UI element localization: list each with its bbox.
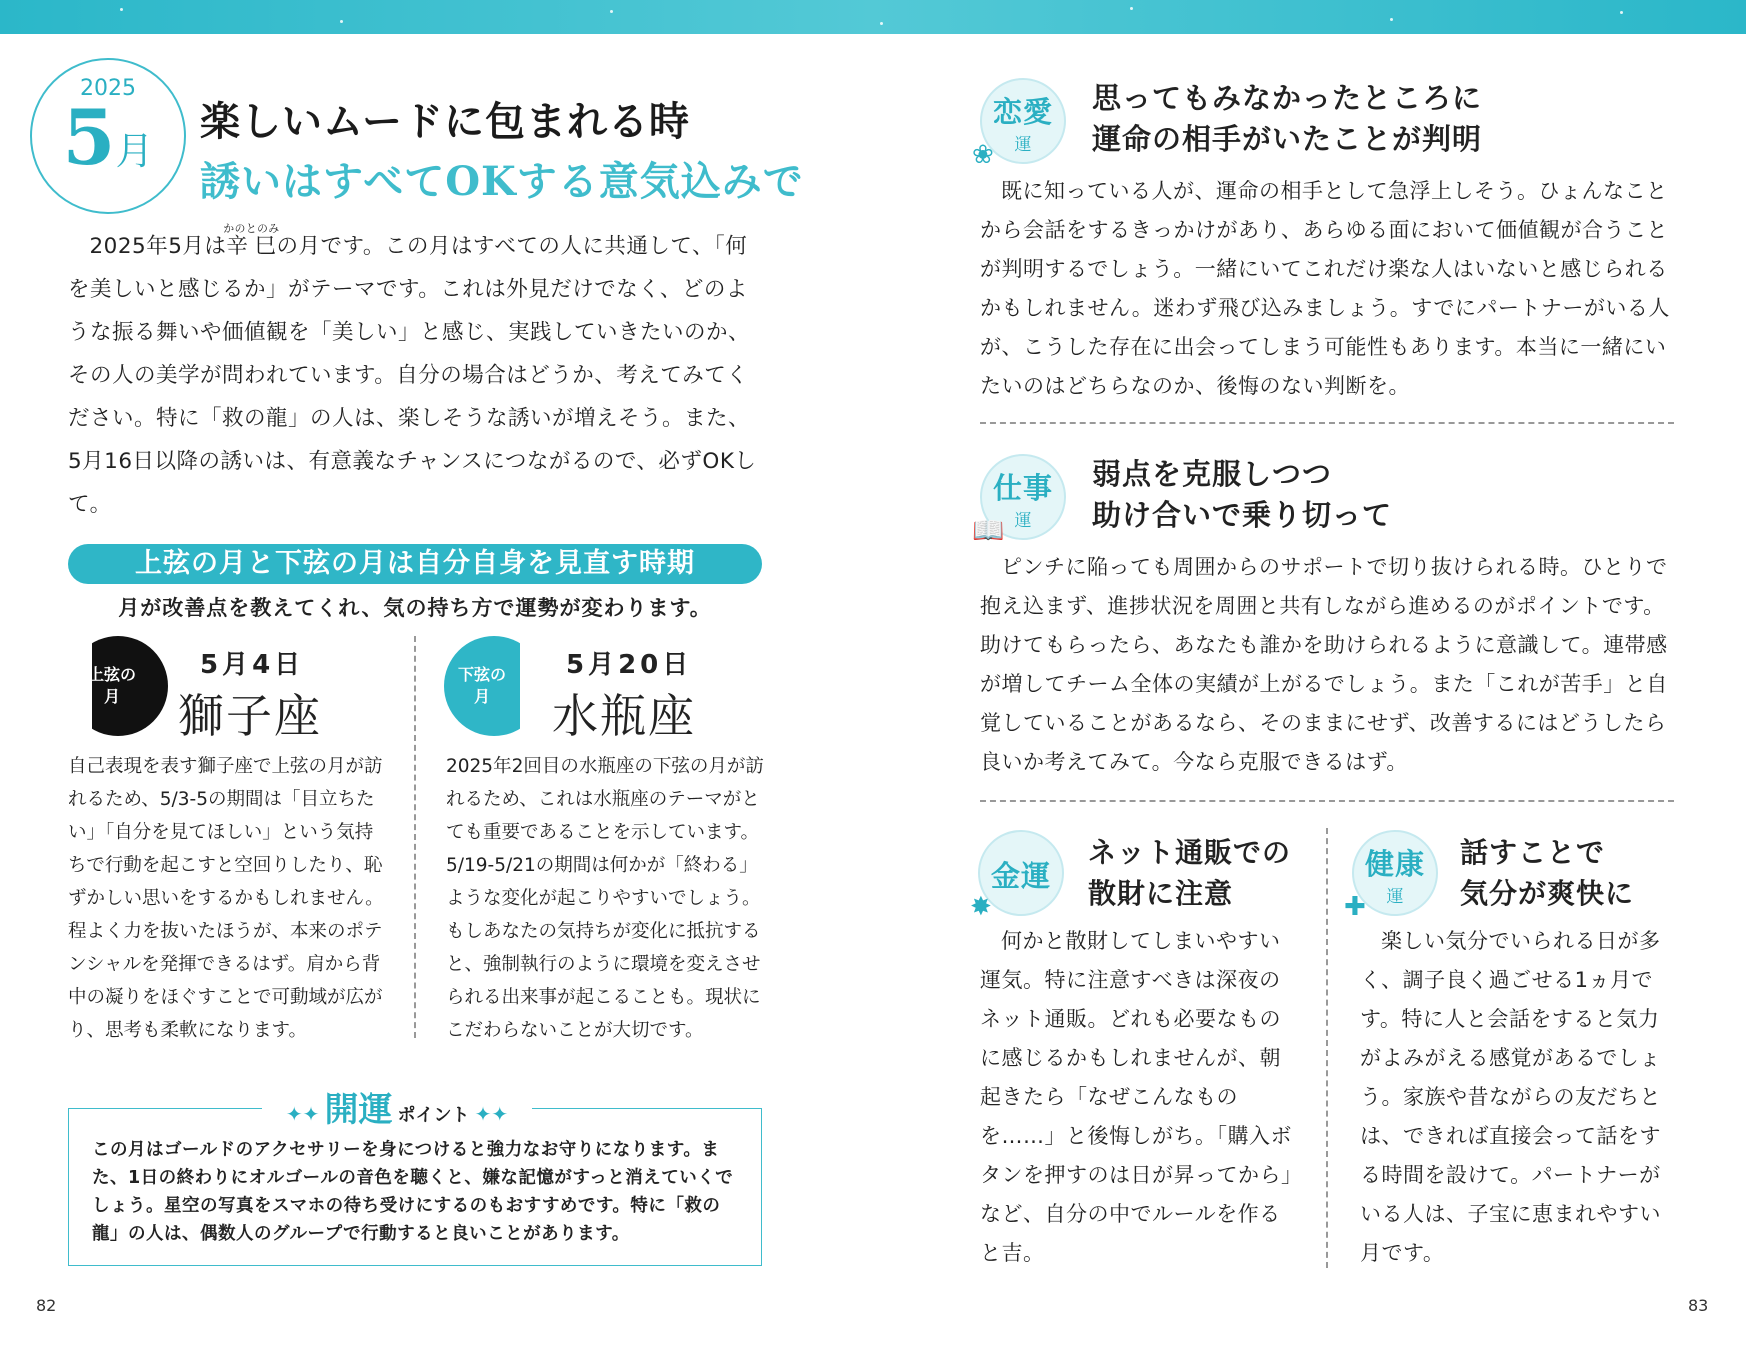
sparkle-icon: ✚ <box>1344 892 1366 922</box>
page-title-line1: 楽しいムードに包まれる時 <box>200 98 690 145</box>
moon-section-subtitle: 月が改善点を教えてくれ、気の持ち方で運勢が変わります。 <box>118 596 712 620</box>
intro-post: の月です。この月はすべての人に共通して、「何を美しいと感じるか」がテーマです。これは外見だけでなく、どのような振る舞いや価値観を「美しい」と感じ、実践していきたいのか、その人の美学が問われています。自分の場合はどうか、考えてみてください。特に「救の龍」の人は、楽しそうな誘いが増えそう。また、5月16日以降の誘いは、有意義なチャンスにつながるので、必ずOKして。 <box>68 234 757 517</box>
money-heading <box>1088 832 1291 914</box>
intro-kanji-text: 辛巳 <box>223 234 280 259</box>
money-fortune-badge <box>970 830 1064 922</box>
gem-icon: ✸ <box>970 892 992 922</box>
star-deco <box>610 10 613 13</box>
health-heading-line1: 話すことで <box>1460 836 1606 869</box>
love-unit: 運 <box>1014 135 1032 155</box>
column-divider <box>1326 828 1328 1268</box>
intro-ruby: かのとのみ <box>223 222 280 235</box>
rose-icon: ❀ <box>972 140 994 170</box>
health-label: 健康 <box>1364 847 1425 881</box>
moon2-badge-text <box>452 664 512 708</box>
work-heading <box>1092 454 1392 536</box>
book-icon: 📖 <box>972 516 1005 546</box>
month-label <box>32 93 184 182</box>
first-quarter-moon-badge <box>68 636 168 736</box>
health-heading <box>1460 832 1634 914</box>
section-divider <box>980 800 1674 802</box>
intro-paragraph <box>68 222 764 526</box>
money-text: 何かと散財してしまいやすい運気。特に注意すべきは深夜のネット通販。どれも必要なものに感じるかもしれませんが、朝起きたら「なぜこんなものを……」と後悔しがち。「購入ボタンを押すのは日が昇ってから」など、自分の中でルールを作ると吉。 <box>980 929 1292 1265</box>
page-number-right: 83 <box>1688 1296 1709 1315</box>
moon1-text: 自己表現を表す獅子座で上弦の月が訪れるため、5/3-5の期間は「目立ちたい」「自分を見てほしい」という気持ちで行動を起こすと空回りしたり、恥ずかしい思いをするかもしれません。程よく力を抜いたほうが、本来のポテンシャルを発揮できるはず。肩から背中の凝りをほぐすことで可動域が広がり、思考も柔軟になります。 <box>68 756 384 1041</box>
moon-blank-half <box>520 636 544 736</box>
work-text: ピンチに陥っても周囲からのサポートで切り抜けられる時。ひとりで抱え込まず、進捗状況を周囲と共有しながら進めるのがポイントです。助けてもらったら、あなたも誰かを助けられるように意識して。連帯感が増してチーム全体の実績が上がるでしょう。また「これが苦手」と自覚していることがあるなら、そのままにせず、改善するにはどうしたら良いか考えてみて。今なら克服できるはず。 <box>980 555 1668 774</box>
moon-section-title: 上弦の月と下弦の月は自分自身を見直す時期 <box>68 544 762 584</box>
moon1-sign: 獅子座 <box>178 689 322 743</box>
star-deco <box>880 22 883 25</box>
money-heading-line1: ネット通販での <box>1088 836 1292 869</box>
moon1-badge-line2: 月 <box>103 687 120 706</box>
star-deco <box>1390 18 1393 21</box>
page-number-left: 82 <box>36 1296 57 1315</box>
love-text: 既に知っている人が、運命の相手として急浮上しそう。ひょんなことから会話をするきっかけがあり、あらゆる面において価値観が合うことが判明するでしょう。一緒にいてこれだけ楽な人はいないと感じられるかもしれません。迷わず飛び込みましょう。すでにパートナーがいる人が、こうした存在に出会ってしまう可能性もあります。本当に一緒にいたいのはどちらなのか、後悔のない判断を。 <box>980 179 1670 398</box>
month-badge <box>30 58 186 214</box>
love-fortune-badge <box>972 78 1066 170</box>
lucky-point-text: この月はゴールドのアクセサリーを身につけると強力なお守りになります。また、1日の終わりにオルゴールの音色を聴くと、嫌な記憶がすっと消えていくでしょう。星空の写真をスマホの待ち受けにするのもおすすめです。特に「救の龍」の人は、偶数人のグループで行動すると良いことがあります。 <box>92 1140 734 1244</box>
moon-divider <box>414 636 416 1038</box>
money-heading-line2: 散財に注意 <box>1088 877 1234 910</box>
moon2-date: 5月20日 <box>566 650 693 680</box>
work-fortune-badge <box>972 454 1066 546</box>
moon2-badge-line1: 下弦の <box>457 665 506 684</box>
intro-kanji <box>223 222 280 259</box>
page-title-line2: 誘いはすべてOKする意気込みで <box>200 158 804 205</box>
year-label: 2025 <box>80 76 136 101</box>
work-unit: 運 <box>1014 511 1032 531</box>
star-deco <box>120 8 123 11</box>
moon2-text: 2025年2回目の水瓶座の下弦の月が訪れるため、これは水瓶座のテーマがとても重要であることを示しています。5/19-5/21の期間は何かが「終わる」ような変化が起こりやすいでしょう。もしあなたの気持ちが変化に抵抗すると、強制執行のように環境を変えさせられる出来事が起こることも。現状にこだわらないことが大切です。 <box>446 756 764 1041</box>
health-heading-line2: 気分が爽快に <box>1460 877 1635 910</box>
lucky-point-heading <box>262 1082 532 1130</box>
work-heading-line1: 弱点を克服しつつ <box>1092 457 1333 491</box>
star-deco <box>1130 7 1133 10</box>
top-banner <box>0 0 1746 34</box>
health-text: 楽しい気分でいられる日が多く、調子良く過ごせる1ヵ月です。特に人と会話をすると気力がよみがえる感覚があるでしょう。家族や昔ながらの友だちとは、できれば直接会って話をする時間を設けて。パートナーがいる人は、子宝に恵まれやすい月です。 <box>1360 929 1661 1265</box>
moon2-badge-line2: 月 <box>473 687 490 706</box>
month-number: 5 <box>62 93 116 182</box>
sparkle-icon: ✦✦ <box>474 1102 509 1126</box>
star-deco <box>1620 11 1623 14</box>
love-heading-line1: 思ってもみなかったところに <box>1092 81 1483 115</box>
moon1-badge-text <box>82 664 142 708</box>
lucky-point-title: 開運 <box>324 1090 393 1130</box>
section-divider <box>980 422 1674 424</box>
lucky-point-subtitle: ポイント <box>397 1105 470 1126</box>
money-label: 金運 <box>990 859 1051 893</box>
work-label: 仕事 <box>992 471 1053 505</box>
month-unit: 月 <box>115 129 154 173</box>
last-quarter-moon-badge <box>444 636 544 736</box>
health-fortune-badge <box>1344 830 1438 922</box>
intro-pre: 2025年5月は <box>89 234 227 259</box>
star-deco <box>340 20 343 23</box>
work-heading-line2: 助け合いで乗り切って <box>1092 498 1393 532</box>
love-heading-line2: 運命の相手がいたことが判明 <box>1092 122 1483 156</box>
sparkle-icon: ✦✦ <box>285 1102 320 1126</box>
love-heading <box>1092 78 1482 160</box>
love-label: 恋愛 <box>992 95 1053 129</box>
health-unit: 運 <box>1386 887 1404 907</box>
moon1-date: 5月4日 <box>200 650 305 680</box>
moon1-badge-line1: 上弦の <box>87 665 136 684</box>
moon2-sign: 水瓶座 <box>552 689 696 743</box>
